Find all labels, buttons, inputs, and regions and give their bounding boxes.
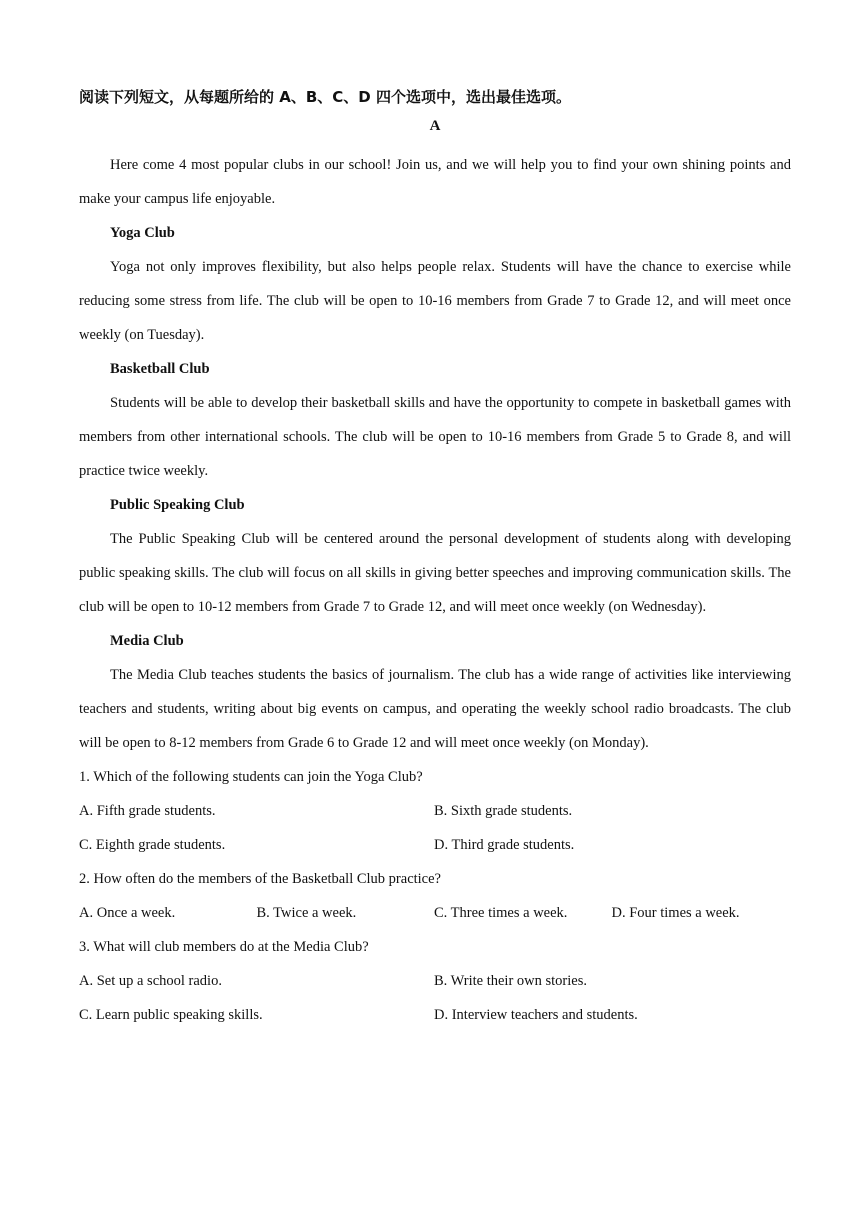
question-1-option-c: C. Eighth grade students. [79,837,226,853]
club-heading-yoga: Yoga Club [110,225,175,241]
question-2-option-a: A. Once a week. [79,905,176,921]
question-1-option-b: B. Sixth grade students. [434,803,573,819]
instruction-text: 阅读下列短文，从每题所给的 A、B、C、D 四个选项中，选出最佳选项。 [79,88,571,106]
intro-paragraph: Here come 4 most popular clubs in our school! Join us, and we will help you to find your own shining points and make your campus life enjoyable. [79,157,791,207]
question-3-option-a: A. Set up a school radio. [79,973,222,989]
question-3-options [79,964,791,1032]
club-heading-media: Media Club [110,633,184,649]
club-heading-basketball: Basketball Club [110,361,210,377]
question-1-option-a: A. Fifth grade students. [79,803,216,819]
question-1-stem: 1. Which of the following students can join the Yoga Club? [79,769,423,785]
club-heading-public-speaking: Public Speaking Club [110,497,245,513]
question-1-options [79,794,791,862]
question-2-option-b: B. Twice a week. [256,905,357,921]
section-letter: A [429,118,441,134]
question-3-option-b: B. Write their own stories. [434,973,587,989]
question-2-option-c: C. Three times a week. [434,905,568,921]
question-2-option-d: D. Four times a week. [611,905,740,921]
club-text-yoga: Yoga not only improves flexibility, but also helps people relax. Students will have the chance to exercise while reducing some stress from life. The club will be open to 10-16 members from Grade 7 to Grade 12, and will meet once weekly (on Tuesday). [79,259,791,343]
question-2-options [79,896,791,930]
document-page [79,84,791,1032]
question-3-option-c: C. Learn public speaking skills. [79,1007,263,1023]
club-text-basketball: Students will be able to develop their basketball skills and have the opportunity to compete in basketball games with members from other international schools. The club will be open to 10-16 members from Grade 5 to Grade 8, and will practice twice weekly. [79,395,791,479]
question-1-option-d: D. Third grade students. [434,837,575,853]
club-text-public-speaking: The Public Speaking Club will be centered around the personal development of students along with developing public speaking skills. The club will focus on all skills in giving better speeches and improving communication skills. The club will be open to 10-12 members from Grade 7 to Grade 12, and will meet once weekly (on Wednesday). [79,531,791,615]
question-2-stem: 2. How often do the members of the Basketball Club practice? [79,871,441,887]
question-3-stem: 3. What will club members do at the Media Club? [79,939,369,955]
club-text-media: The Media Club teaches students the basics of journalism. The club has a wide range of activities like interviewing teachers and students, writing about big events on campus, and operating the weekly school radio broadcasts. The club will be open to 8-12 members from Grade 6 to Grade 12 and will meet once weekly (on Monday). [79,667,791,751]
question-3-option-d: D. Interview teachers and students. [434,1007,638,1023]
